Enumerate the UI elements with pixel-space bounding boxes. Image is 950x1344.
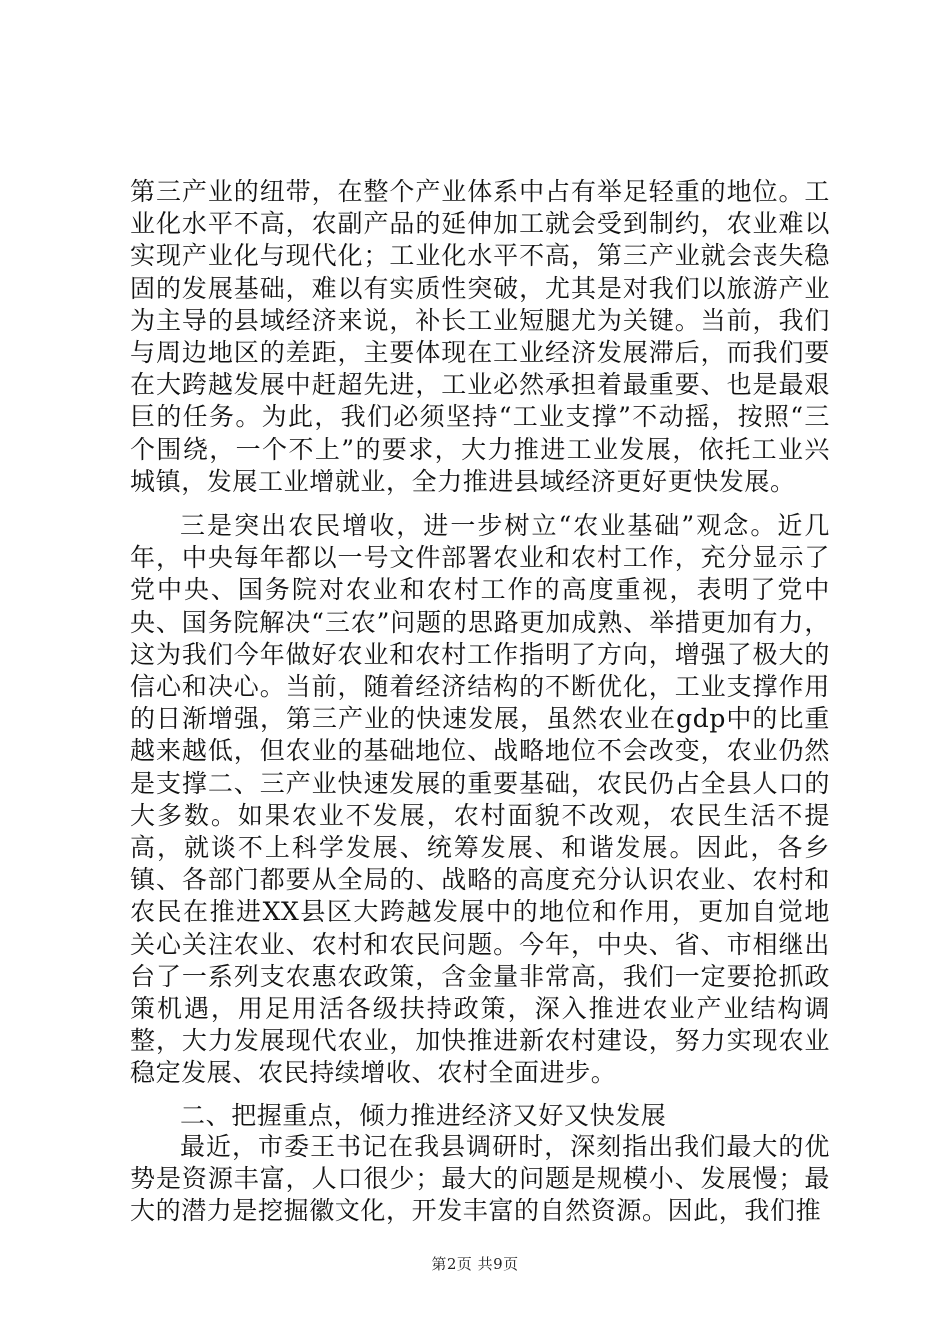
page-number-footer: 第2页 共9页 (431, 1255, 519, 1273)
paragraph-industry-support: 第三产业的纽带，在整个产业体系中占有举足轻重的地位。工业化水平不高，农副产品的延伸加工就会受到制约，农业难以实现产业化与现代化；工业化水平不高，第三产业就会丧失稳固的发展基础，难以有实质性突破，尤其是对我们以旅游产业为主导的县域经济来说，补长工业短腿尤为关键。当前，我们与周边地区的差距，主要体现在工业经济发展滞后，而我们要在大跨越发展中赶超先进，工业必然承担着最重要、也是最艰巨的任务。为此，我们必须坚持“工业支撑”不动摇，按照“三个围绕，一个不上”的要求，大力推进工业发展，依托工业兴城镇，发展工业增就业，全力推进县域经济更好更快发展。 (130, 177, 830, 496)
section-heading: 二、把握重点，倾力推进经济又好又快发展 (180, 1101, 667, 1130)
paragraph-agriculture-foundation: 三是突出农民增收，进一步树立“农业基础”观念。近几年，中央每年都以一号文件部署农业和农村工作，充分显示了党中央、国务院对农业和农村工作的高度重视，表明了党中央、国务院解决“三农”问题的思路更加成熟、举措更加有力，这为我们今年做好农业和农村工作指明了方向，增强了极大的信心和决心。当前，随着经济结构的不断优化，工业支撑作用的日渐增强，第三产业的快速发展，虽然农业在gdp中的比重越来越低，但农业的基础地位、战略地位不会改变，农业仍然是支撑二、三产业快速发展的重要基础，农民仍占全县人口的大多数。如果农业不发展，农村面貌不改观，农民生活不提高，就谈不上科学发展、统筹发展、和谐发展。因此，各乡镇、各部门都要从全局的、战略的高度充分认识农业、农村和农民在推进XX县区大跨越发展中的地位和作用，更加自觉地关心关注农业、农村和农民问题。今年，中央、省、市相继出台了一系列支农惠农政策，含金量非常高，我们一定要抢抓政策机遇，用足用活各级扶持政策，深入推进农业产业结构调整，大力发展现代农业，加快推进新农村建设，努力实现农业稳定发展、农民持续增收、农村全面进步。 (130, 511, 830, 1088)
paragraph-key-points: 最近，市委王书记在我县调研时，深刻指出我们最大的优势是资源丰富，人口很少；最大的问题是规模小、发展慢；最大的潜力是挖掘徽文化，开发丰富的自然资源。因此，我们推 (130, 1132, 830, 1226)
